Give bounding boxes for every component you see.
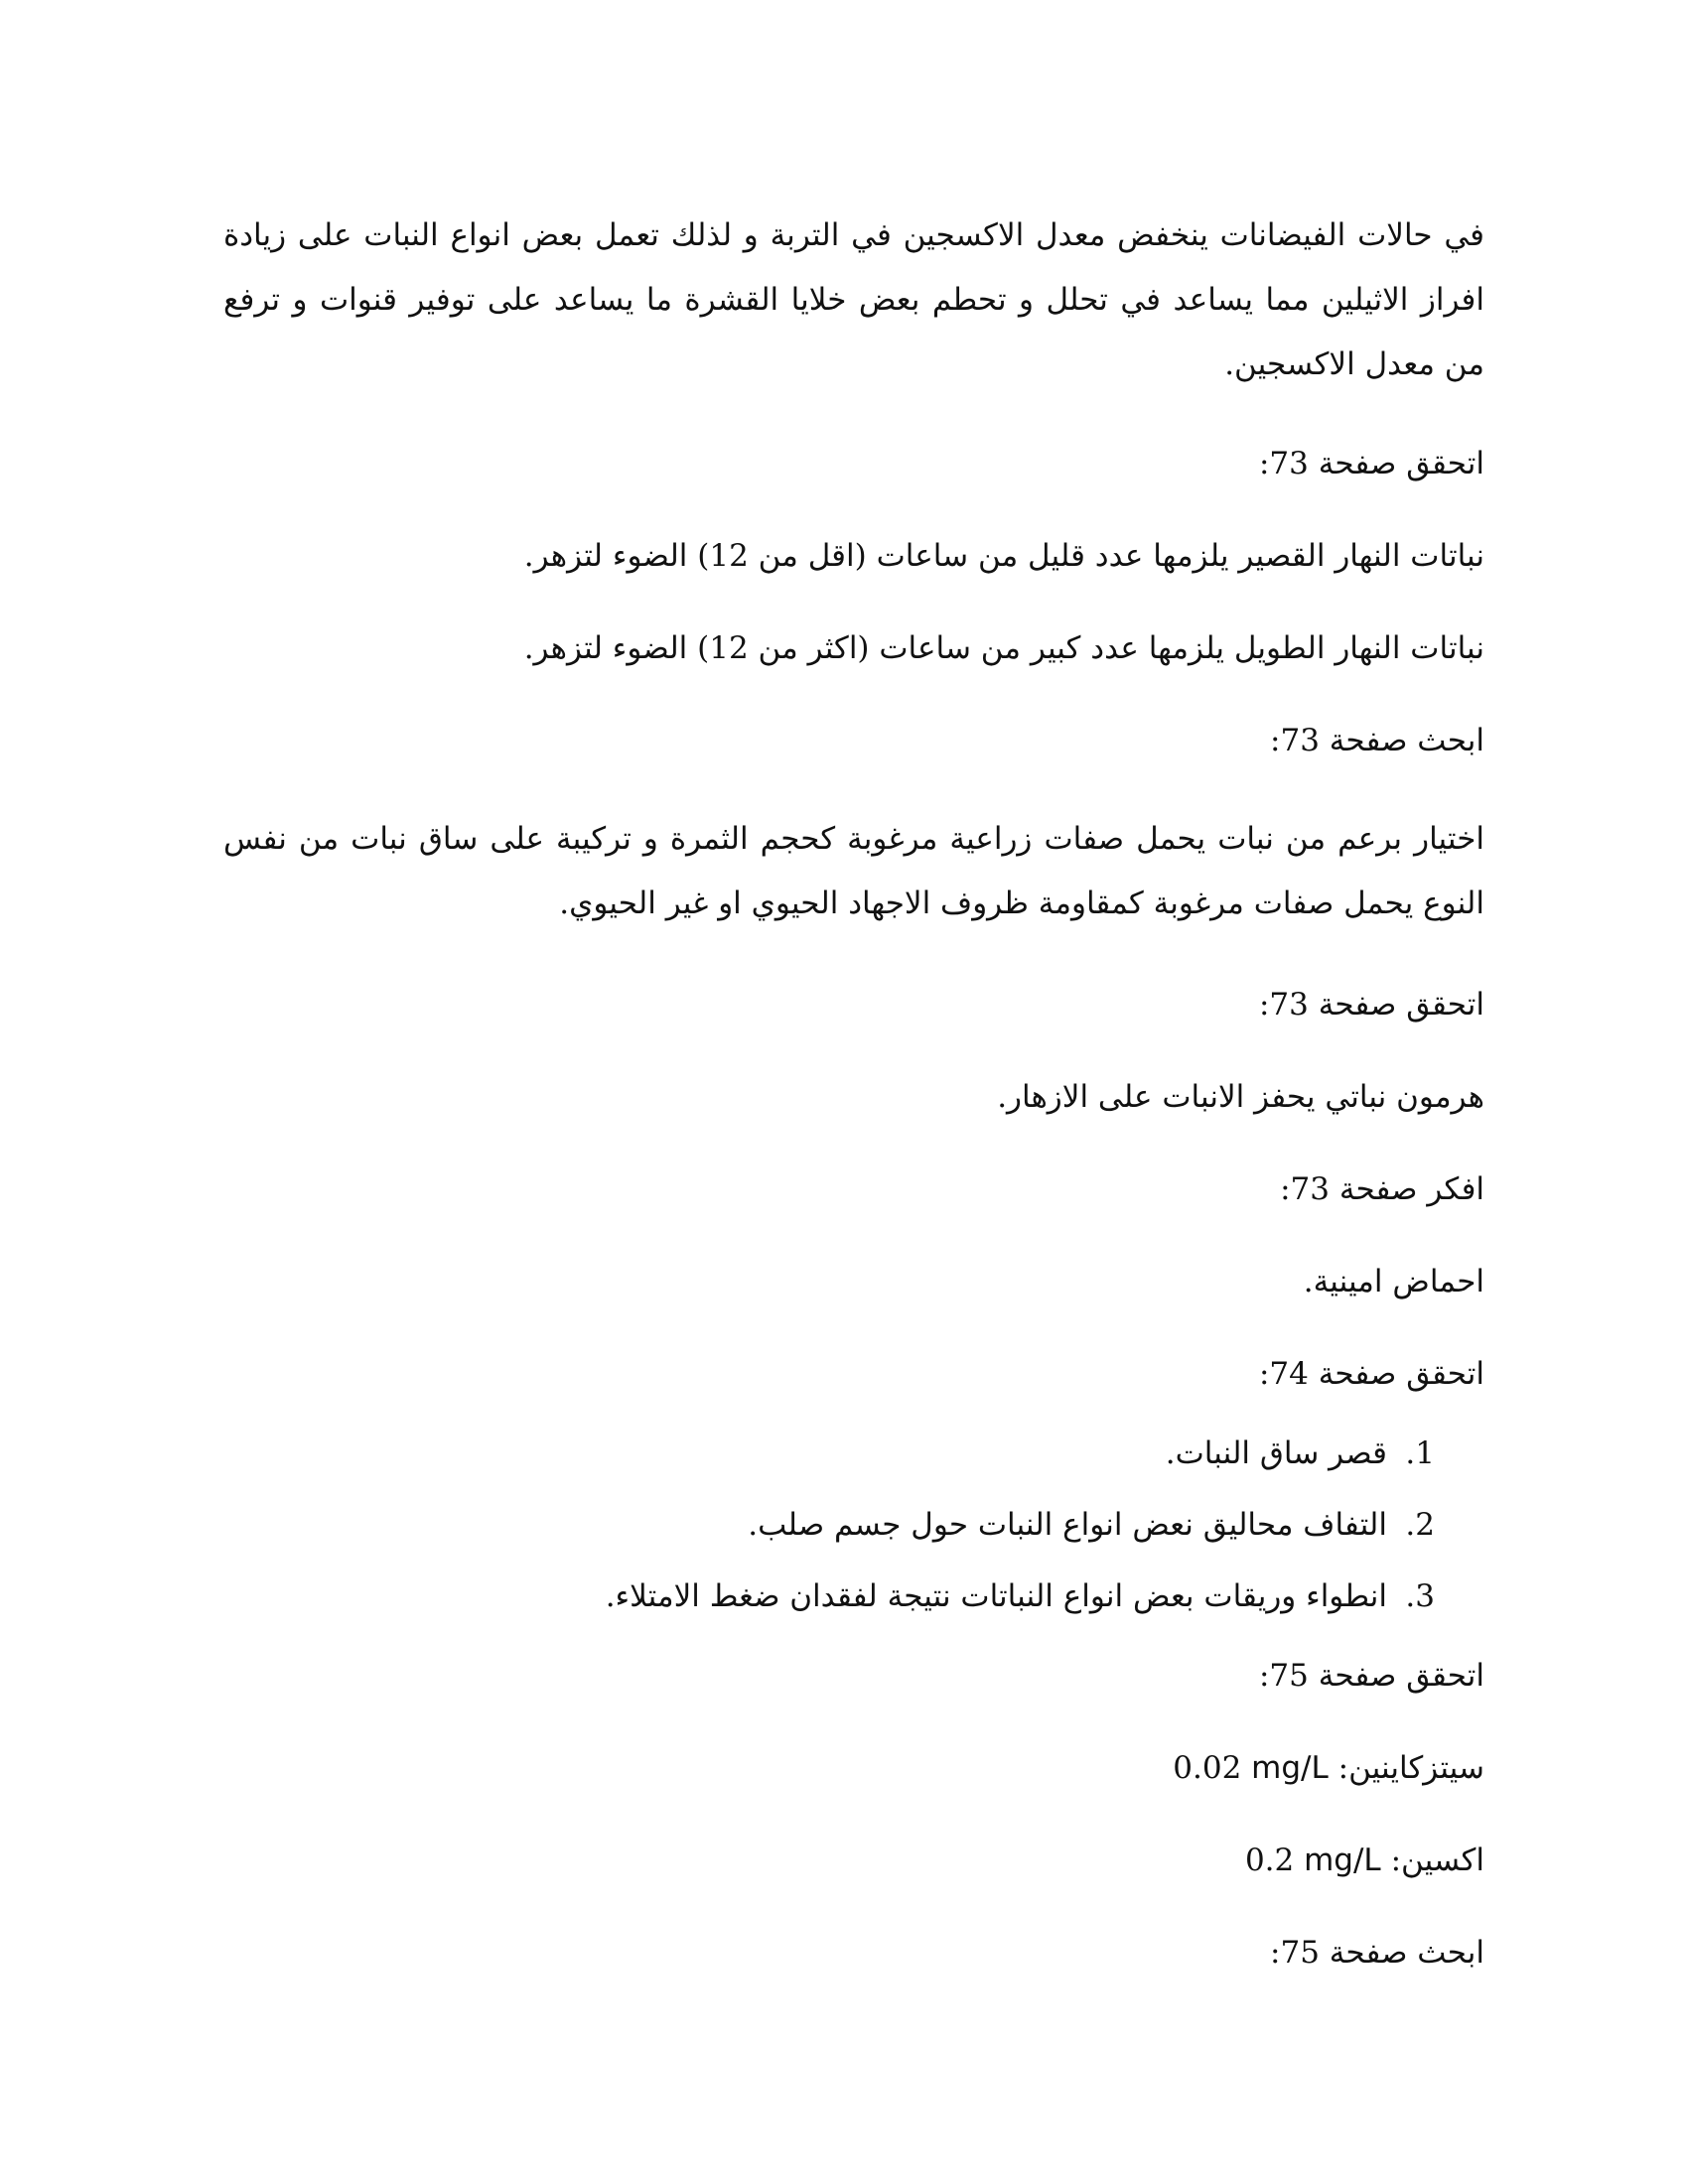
cytokinin-label: سيتزكاينين:: [1337, 1750, 1484, 1786]
grafting-paragraph: اختيار برعم من نبات يحمل صفات زراعية مرغوبة كحجم الثمرة و تركيبة على ساق نبات من نفس النوع يحمل صفات مرغوبة كمقاومة ظروف الاجهاد الحيوي او غير الحيوي.: [223, 821, 1484, 921]
research-heading-75: ابحث صفحة 75:: [1270, 1935, 1484, 1971]
list-item-number: 2.: [1405, 1507, 1435, 1543]
list-item-text: التفاف محاليق نعض انواع النبات حول جسم صلب.: [748, 1507, 1387, 1543]
check-heading-73-a: اتحقق صفحة 73:: [1258, 446, 1484, 481]
think-heading-73: افكر صفحة 73:: [1280, 1171, 1484, 1207]
list-item-number: 3.: [1405, 1578, 1435, 1614]
list-item: [223, 1489, 1435, 1561]
short-day-text: نباتات النهار القصير يلزمها عدد قليل من ساعات (اقل من 12) الضوء لتزهر.: [523, 538, 1484, 574]
auxin-label: اكسين:: [1390, 1843, 1484, 1878]
cytokinin-line: [223, 1744, 1484, 1792]
list-item: [223, 1418, 1435, 1489]
cytokinin-value: 0.02: [1173, 1750, 1242, 1786]
hormone-text: هرمون نباتي يحفز الانبات على الازهار.: [997, 1079, 1484, 1115]
numbered-list: [223, 1418, 1484, 1632]
check-heading-73-b: اتحقق صفحة 73:: [1258, 987, 1484, 1023]
auxin-concentration: [1245, 1843, 1381, 1878]
check-heading-75: اتحقق صفحة 75:: [1258, 1658, 1484, 1694]
list-item: [223, 1561, 1435, 1632]
cytokinin-unit: mg/L: [1251, 1750, 1329, 1786]
auxin-unit: mg/L: [1304, 1843, 1381, 1878]
document-body: [223, 204, 1484, 1977]
amino-acids-text: احماض امينية.: [1303, 1264, 1484, 1299]
research-heading-73: ابحث صفحة 73:: [1270, 723, 1484, 758]
list-item-number: 1.: [1405, 1435, 1435, 1471]
check-heading-74: اتحقق صفحة 74:: [1258, 1356, 1484, 1392]
list-item-text: قصر ساق النبات.: [1165, 1435, 1387, 1471]
list-item-text: انطواء وريقات بعض انواع النباتات نتيجة لفقدان ضغط الامتلاء.: [605, 1578, 1387, 1614]
auxin-line: [223, 1837, 1484, 1884]
intro-paragraph: في حالات الفيضانات ينخفض معدل الاكسجين في التربة و لذلك تعمل بعض انواع النبات على زيادة افراز الاثيلين مما يساعد في تحلل و تحطم بعض خلايا القشرة ما يساعد على توفير قنوات و ترفع من معدل الاكسجين.: [223, 217, 1485, 382]
long-day-text: نباتات النهار الطويل يلزمها عدد كبير من ساعات (اكثر من 12) الضوء لتزهر.: [523, 630, 1484, 666]
auxin-value: 0.2: [1244, 1843, 1295, 1878]
cytokinin-concentration: [1173, 1750, 1328, 1786]
